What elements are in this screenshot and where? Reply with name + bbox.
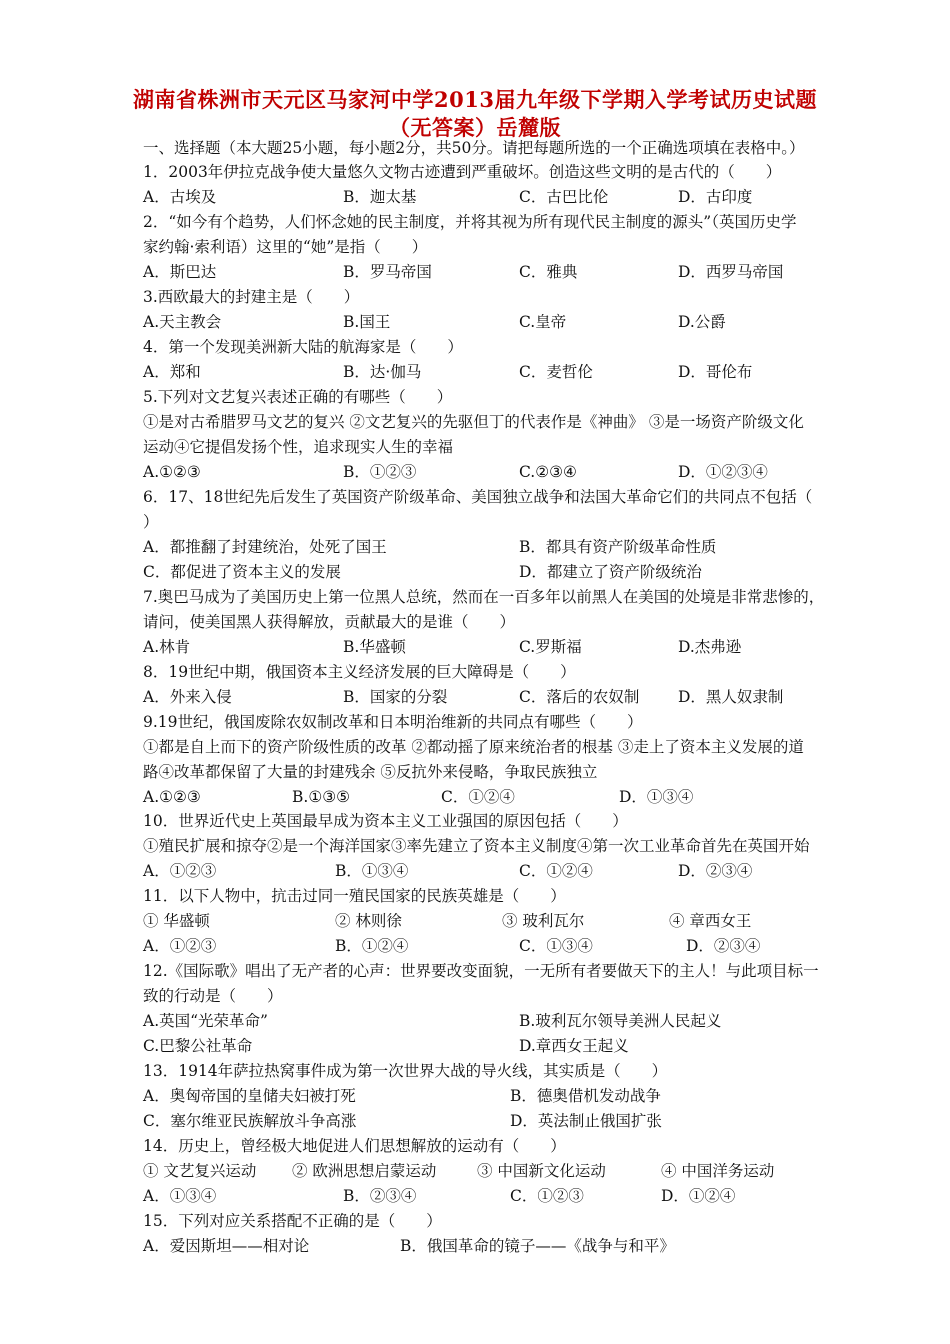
q15-option-b: B．俄国革命的镜子——《战争与和平》 [400, 1237, 675, 1255]
q8-option-a: A．外来入侵 [143, 688, 232, 706]
q14-item-1: ① 文艺复兴运动 [143, 1162, 257, 1180]
q11-person-2: ② 林则徐 [335, 912, 402, 930]
exam-title-line-2: （无答案）岳麓版 [389, 115, 561, 140]
question-1-stem: 1．2003年伊拉克战争使大量悠久文物古迹遭到严重破坏。创造这些文明的是古代的（ ） [143, 163, 782, 181]
q1-option-a: A．古埃及 [143, 188, 217, 206]
q14-item-4: ④ 中国洋务运动 [661, 1162, 775, 1180]
q7-option-d: D.杰弗逊 [678, 638, 742, 656]
question-7-stem-2: 请问，使美国黑人获得解放，贡献最大的是谁（ ） [143, 613, 516, 631]
question-11-stem: 11．以下人物中，抗击过同一殖民国家的民族英雄是（ ） [143, 887, 566, 905]
q7-option-b: B.华盛顿 [343, 638, 406, 656]
q14-item-2: ② 欧洲思想启蒙运动 [292, 1162, 437, 1180]
section-heading: 一、选择题（本大题25小题，每小题2分，共50分。请把每题所选的一个正确选项填在表格中。） [143, 139, 805, 157]
q12-option-a: A.英国“光荣革命” [143, 1012, 268, 1030]
q8-option-d: D．黑人奴隶制 [678, 688, 784, 706]
q14-option-c: C．①②③ [510, 1187, 584, 1205]
question-9-body-1: ①都是自上而下的资产阶级性质的改革 ②都动摇了原来统治者的根基 ③走上了资本主义发展的道 [143, 738, 804, 756]
q6-option-a: A．都推翻了封建统治，处死了国王 [143, 538, 387, 556]
question-3-stem: 3.西欧最大的封建主是（ ） [143, 288, 360, 306]
q9-option-a: A.①②③ [143, 788, 201, 806]
question-10-body-1: ①殖民扩展和掠夺②是一个海洋国家③率先建立了资本主义制度④第一次工业革命首先在英国开始 [143, 837, 810, 855]
q1-option-c: C．古巴比伦 [519, 188, 609, 206]
q6-option-c: C．都促进了资本主义的发展 [143, 563, 341, 581]
q5-option-d: D．①②③④ [678, 463, 768, 481]
q5-option-c: C.②③④ [519, 463, 577, 481]
q12-option-c: C.巴黎公社革命 [143, 1037, 253, 1055]
q11-option-c: C．①③④ [519, 937, 593, 955]
question-7-stem-1: 7.奥巴马成为了美国历史上第一位黑人总统，然而在一百多年以前黑人在美国的处境是非常悲惨的， [143, 588, 825, 606]
q3-option-a: A.天主教会 [143, 313, 222, 331]
exam-title-line-1: 湖南省株洲市天元区马家河中学2013届九年级下学期入学考试历史试题 [133, 87, 817, 112]
question-13-stem: 13．1914年萨拉热窝事件成为第一次世界大战的导火线，其实质是（ ） [143, 1062, 668, 1080]
q11-option-b: B．①②④ [335, 937, 409, 955]
q3-option-b: B.国王 [343, 313, 391, 331]
q3-option-c: C.皇帝 [519, 313, 567, 331]
q5-option-b: B．①②③ [343, 463, 417, 481]
q14-item-3: ③ 中国新文化运动 [477, 1162, 606, 1180]
q7-option-c: C.罗斯福 [519, 638, 582, 656]
question-12-stem-1: 12.《国际歌》唱出了无产者的心声：世界要改变面貌，一无所有者要做天下的主人！与此项目标一 [143, 962, 819, 980]
q12-option-d: D.章西女王起义 [519, 1037, 629, 1055]
q7-option-a: A.林肯 [143, 638, 191, 656]
question-15-stem: 15．下列对应关系搭配不正确的是（ ） [143, 1212, 442, 1230]
question-2-stem-2: 家约翰·索利语）这里的“她”是指（ ） [143, 238, 428, 256]
q4-option-a: A．郑和 [143, 363, 201, 381]
question-9-body-2: 路④改革都保留了大量的封建残余 ⑤反抗外来侵略，争取民族独立 [143, 763, 598, 781]
question-5-body-2: 运动④它提倡发扬个性，追求现实人生的幸福 [143, 438, 454, 456]
q8-option-b: B．国家的分裂 [343, 688, 448, 706]
question-10-stem: 10．世界近代史上英国最早成为资本主义工业强国的原因包括（ ） [143, 812, 628, 830]
q1-option-d: D．古印度 [678, 188, 753, 206]
q9-option-d: D．①③④ [619, 788, 694, 806]
q13-option-c: C．塞尔维亚民族解放斗争高涨 [143, 1112, 357, 1130]
q2-option-b: B．罗马帝国 [343, 263, 432, 281]
q3-option-d: D.公爵 [678, 313, 726, 331]
question-12-stem-2: 致的行动是（ ） [143, 987, 283, 1005]
q11-person-4: ④ 章西女王 [669, 912, 752, 930]
question-14-stem: 14．历史上，曾经极大地促进人们思想解放的运动有（ ） [143, 1137, 566, 1155]
question-9-stem: 9.19世纪，俄国废除农奴制改革和日本明治维新的共同点有哪些（ ） [143, 713, 643, 731]
q14-option-a: A．①③④ [143, 1187, 217, 1205]
q2-option-d: D．西罗马帝国 [678, 263, 784, 281]
q8-option-c: C．落后的农奴制 [519, 688, 640, 706]
question-5-body-1: ①是对古希腊罗马文艺的复兴 ②文艺复兴的先驱但丁的代表作是《神曲》 ③是一场资产阶级文化 [143, 413, 804, 431]
q5-option-a: A.①②③ [143, 463, 201, 481]
question-8-stem: 8．19世纪中期，俄国资本主义经济发展的巨大障碍是（ ） [143, 663, 576, 681]
q11-person-1: ① 华盛顿 [143, 912, 210, 930]
q10-option-a: A．①②③ [143, 862, 217, 880]
q2-option-a: A．斯巴达 [143, 263, 217, 281]
q4-option-c: C．麦哲伦 [519, 363, 593, 381]
q4-option-b: B．达·伽马 [343, 363, 422, 381]
question-2-stem-1: 2．“如今有个趋势，人们怀念她的民主制度，并将其视为所有现代民主制度的源头”（英国历史学 [143, 213, 797, 231]
q11-person-3: ③ 玻利瓦尔 [502, 912, 585, 930]
q9-option-c: C．①②④ [441, 788, 515, 806]
q1-option-b: B．迦太基 [343, 188, 417, 206]
q2-option-c: C．雅典 [519, 263, 578, 281]
q4-option-d: D．哥伦布 [678, 363, 753, 381]
q11-option-a: A．①②③ [143, 937, 217, 955]
q6-option-d: D．都建立了资产阶级统治 [519, 563, 702, 581]
q6-option-b: B．都具有资产阶级革命性质 [519, 538, 717, 556]
q11-option-d: D．②③④ [686, 937, 761, 955]
q15-option-a: A．爱因斯坦——相对论 [143, 1237, 310, 1255]
q9-option-b: B.①③⑤ [292, 788, 351, 806]
question-4-stem: 4．第一个发现美洲新大陆的航海家是（ ） [143, 338, 463, 356]
q14-option-b: B．②③④ [343, 1187, 417, 1205]
q14-option-d: D．①②④ [661, 1187, 736, 1205]
question-5-stem: 5.下列对文艺复兴表述正确的有哪些（ ） [143, 388, 453, 406]
question-6-stem-2: ） [143, 513, 159, 531]
q12-option-b: B.玻利瓦尔领导美洲人民起义 [519, 1012, 722, 1030]
q13-option-d: D．英法制止俄国扩张 [510, 1112, 662, 1130]
q10-option-b: B．①③④ [335, 862, 409, 880]
q13-option-a: A．奥匈帝国的皇储夫妇被打死 [143, 1087, 356, 1105]
q10-option-d: D．②③④ [678, 862, 753, 880]
question-6-stem-1: 6．17、18世纪先后发生了英国资产阶级革命、美国独立战争和法国大革命它们的共同点不包括（ [143, 488, 813, 506]
q10-option-c: C．①②④ [519, 862, 593, 880]
q13-option-b: B．德奥借机发动战争 [510, 1087, 661, 1105]
